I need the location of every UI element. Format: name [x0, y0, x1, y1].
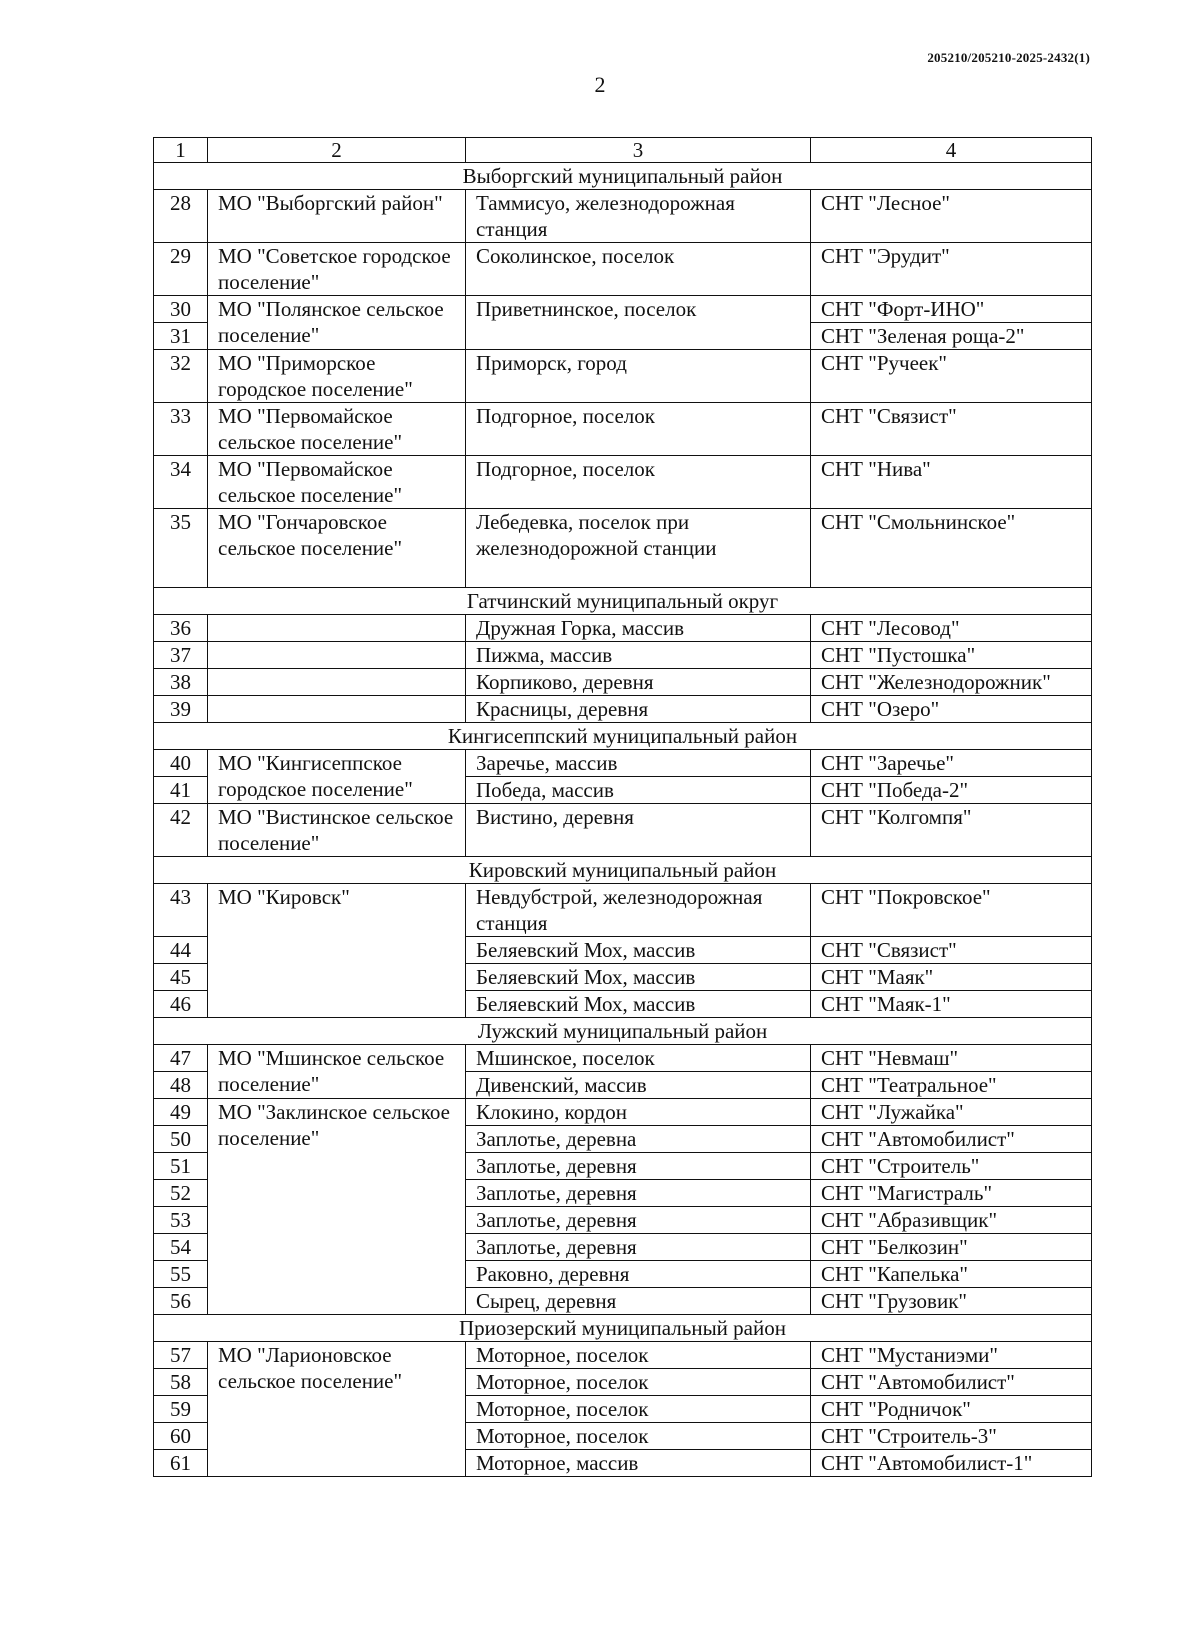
- snt-cell: СНТ "Нива": [811, 456, 1092, 509]
- row-number: 58: [154, 1369, 208, 1396]
- snt-cell: СНТ "Эрудит": [811, 243, 1092, 296]
- table-row: [154, 1342, 1092, 1369]
- row-number: 36: [154, 615, 208, 642]
- snt-cell: СНТ "Автомобилист-1": [811, 1450, 1092, 1477]
- place-cell: Приморск, город: [466, 350, 811, 403]
- place-cell: Моторное, массив: [466, 1450, 811, 1477]
- row-number: 45: [154, 964, 208, 991]
- table-row: [154, 669, 1092, 696]
- row-number: 55: [154, 1261, 208, 1288]
- region-row: [154, 857, 1092, 884]
- snt-cell: СНТ "Смольнинское": [811, 509, 1092, 588]
- table-row: [154, 190, 1092, 243]
- place-cell: Приветнинское, поселок: [466, 296, 811, 350]
- place-cell: Корпиково, деревня: [466, 669, 811, 696]
- place-cell: Беляевский Мох, массив: [466, 991, 811, 1018]
- snt-cell: СНТ "Строитель": [811, 1153, 1092, 1180]
- row-number: 46: [154, 991, 208, 1018]
- place-cell: Мшинское, поселок: [466, 1045, 811, 1072]
- row-number: 40: [154, 750, 208, 777]
- settlements-table: [153, 137, 1092, 1477]
- mo-cell: [208, 696, 466, 723]
- snt-cell: СНТ "Лесовод": [811, 615, 1092, 642]
- row-number: 50: [154, 1126, 208, 1153]
- place-cell: Вистино, деревня: [466, 804, 811, 857]
- mo-cell: МО "Приморское городское поселение": [208, 350, 466, 403]
- row-number: 32: [154, 350, 208, 403]
- mo-cell: МО "Первомайское сельское поселение": [208, 403, 466, 456]
- place-cell: Моторное, поселок: [466, 1369, 811, 1396]
- row-number: 49: [154, 1099, 208, 1126]
- snt-cell: СНТ "Озеро": [811, 696, 1092, 723]
- mo-cell: МО "Заклинское сельское поселение": [208, 1099, 466, 1315]
- row-number: 34: [154, 456, 208, 509]
- place-cell: Невдубстрой, железнодорожная станция: [466, 884, 811, 937]
- snt-cell: СНТ "Лесное": [811, 190, 1092, 243]
- region-title: Приозерский муниципальный район: [154, 1315, 1092, 1342]
- snt-cell: СНТ "Родничок": [811, 1396, 1092, 1423]
- place-cell: Раковно, деревня: [466, 1261, 811, 1288]
- mo-cell: МО "Гончаровское сельское поселение": [208, 509, 466, 588]
- place-cell: Моторное, поселок: [466, 1342, 811, 1369]
- row-number: 44: [154, 937, 208, 964]
- place-cell: Таммисуо, железнодорожная станция: [466, 190, 811, 243]
- region-row: [154, 588, 1092, 615]
- place-cell: Подгорное, поселок: [466, 456, 811, 509]
- row-number: 56: [154, 1288, 208, 1315]
- place-cell: Беляевский Мох, массив: [466, 964, 811, 991]
- mo-cell: МО "Советское городское поселение": [208, 243, 466, 296]
- place-cell: Заплотье, деревня: [466, 1180, 811, 1207]
- header-cell: 4: [811, 138, 1092, 163]
- table-header-row: [154, 138, 1092, 163]
- mo-cell: МО "Вистинское сельское поселение": [208, 804, 466, 857]
- mo-cell: МО "Ларионовское сельское поселение": [208, 1342, 466, 1477]
- row-number: 59: [154, 1396, 208, 1423]
- place-cell: Соколинское, поселок: [466, 243, 811, 296]
- region-row: [154, 1018, 1092, 1045]
- place-cell: Беляевский Мох, массив: [466, 937, 811, 964]
- place-cell: Моторное, поселок: [466, 1396, 811, 1423]
- snt-cell: СНТ "Зеленая роща-2": [811, 323, 1092, 350]
- region-row: [154, 723, 1092, 750]
- place-cell: Лебедевка, поселок при железнодорожной станции: [466, 509, 811, 588]
- mo-cell: МО "Полянское сельское поселение": [208, 296, 466, 350]
- row-number: 53: [154, 1207, 208, 1234]
- row-number: 35: [154, 509, 208, 588]
- table-row: [154, 884, 1092, 937]
- place-cell: Победа, массив: [466, 777, 811, 804]
- row-number: 57: [154, 1342, 208, 1369]
- table-row: [154, 456, 1092, 509]
- row-number: 33: [154, 403, 208, 456]
- snt-cell: СНТ "Железнодорожник": [811, 669, 1092, 696]
- snt-cell: СНТ "Грузовик": [811, 1288, 1092, 1315]
- region-title: Гатчинский муниципальный округ: [154, 588, 1092, 615]
- place-cell: Пижма, массив: [466, 642, 811, 669]
- snt-cell: СНТ "Заречье": [811, 750, 1092, 777]
- mo-cell: МО "Кингисеппское городское поселение": [208, 750, 466, 804]
- place-cell: Подгорное, поселок: [466, 403, 811, 456]
- mo-cell: МО "Первомайское сельское поселение": [208, 456, 466, 509]
- snt-cell: СНТ "Связист": [811, 937, 1092, 964]
- row-number: 30: [154, 296, 208, 323]
- region-title: Кировский муниципальный район: [154, 857, 1092, 884]
- row-number: 48: [154, 1072, 208, 1099]
- place-cell: Красницы, деревня: [466, 696, 811, 723]
- header-cell: 3: [466, 138, 811, 163]
- snt-cell: СНТ "Связист": [811, 403, 1092, 456]
- snt-cell: СНТ "Капелька": [811, 1261, 1092, 1288]
- row-number: 39: [154, 696, 208, 723]
- snt-cell: СНТ "Пустошка": [811, 642, 1092, 669]
- header-cell: 1: [154, 138, 208, 163]
- mo-cell: [208, 615, 466, 642]
- snt-cell: СНТ "Покровское": [811, 884, 1092, 937]
- mo-cell: МО "Выборгский район": [208, 190, 466, 243]
- snt-cell: СНТ "Маяк-1": [811, 991, 1092, 1018]
- row-number: 47: [154, 1045, 208, 1072]
- snt-cell: СНТ "Мустаниэми": [811, 1342, 1092, 1369]
- region-title: Выборгский муниципальный район: [154, 163, 1092, 190]
- table-row: [154, 350, 1092, 403]
- row-number: 43: [154, 884, 208, 937]
- mo-cell: [208, 669, 466, 696]
- snt-cell: СНТ "Автомобилист": [811, 1369, 1092, 1396]
- row-number: 60: [154, 1423, 208, 1450]
- row-number: 38: [154, 669, 208, 696]
- row-number: 61: [154, 1450, 208, 1477]
- table-row: [154, 1099, 1092, 1126]
- mo-cell: [208, 642, 466, 669]
- header-cell: 2: [208, 138, 466, 163]
- snt-cell: СНТ "Белкозин": [811, 1234, 1092, 1261]
- place-cell: Клокино, кордон: [466, 1099, 811, 1126]
- place-cell: Моторное, поселок: [466, 1423, 811, 1450]
- place-cell: Сырец, деревня: [466, 1288, 811, 1315]
- table-row: [154, 403, 1092, 456]
- row-number: 52: [154, 1180, 208, 1207]
- table-row: [154, 804, 1092, 857]
- row-number: 51: [154, 1153, 208, 1180]
- region-title: Кингисеппский муниципальный район: [154, 723, 1092, 750]
- place-cell: Заречье, массив: [466, 750, 811, 777]
- snt-cell: СНТ "Победа-2": [811, 777, 1092, 804]
- table-row: [154, 750, 1092, 777]
- document-id: 205210/205210-2025-2432(1): [927, 50, 1090, 65]
- mo-cell: МО "Кировск": [208, 884, 466, 1018]
- snt-cell: СНТ "Лужайка": [811, 1099, 1092, 1126]
- place-cell: Заплотье, деревна: [466, 1126, 811, 1153]
- row-number: 37: [154, 642, 208, 669]
- snt-cell: СНТ "Колгомпя": [811, 804, 1092, 857]
- row-number: 42: [154, 804, 208, 857]
- row-number: 41: [154, 777, 208, 804]
- snt-cell: СНТ "Ручеек": [811, 350, 1092, 403]
- region-row: [154, 1315, 1092, 1342]
- table-row: [154, 243, 1092, 296]
- place-cell: Заплотье, деревня: [466, 1234, 811, 1261]
- row-number: 31: [154, 323, 208, 350]
- snt-cell: СНТ "Маяк": [811, 964, 1092, 991]
- table-row: [154, 1045, 1092, 1072]
- table-row: [154, 615, 1092, 642]
- snt-cell: СНТ "Строитель-3": [811, 1423, 1092, 1450]
- table-row: [154, 642, 1092, 669]
- row-number: 28: [154, 190, 208, 243]
- table-row: [154, 509, 1092, 588]
- snt-cell: СНТ "Магистраль": [811, 1180, 1092, 1207]
- snt-cell: СНТ "Форт-ИНО": [811, 296, 1092, 323]
- table-row: [154, 296, 1092, 323]
- page-number: 2: [594, 72, 606, 97]
- row-number: 29: [154, 243, 208, 296]
- place-cell: Дивенский, массив: [466, 1072, 811, 1099]
- place-cell: Заплотье, деревня: [466, 1153, 811, 1180]
- region-title: Лужский муниципальный район: [154, 1018, 1092, 1045]
- snt-cell: СНТ "Невмаш": [811, 1045, 1092, 1072]
- snt-cell: СНТ "Автомобилист": [811, 1126, 1092, 1153]
- snt-cell: СНТ "Театральное": [811, 1072, 1092, 1099]
- place-cell: Заплотье, деревня: [466, 1207, 811, 1234]
- region-row: [154, 163, 1092, 190]
- row-number: 54: [154, 1234, 208, 1261]
- mo-cell: МО "Мшинское сельское поселение": [208, 1045, 466, 1099]
- snt-cell: СНТ "Абразивщик": [811, 1207, 1092, 1234]
- place-cell: Дружная Горка, массив: [466, 615, 811, 642]
- table-row: [154, 696, 1092, 723]
